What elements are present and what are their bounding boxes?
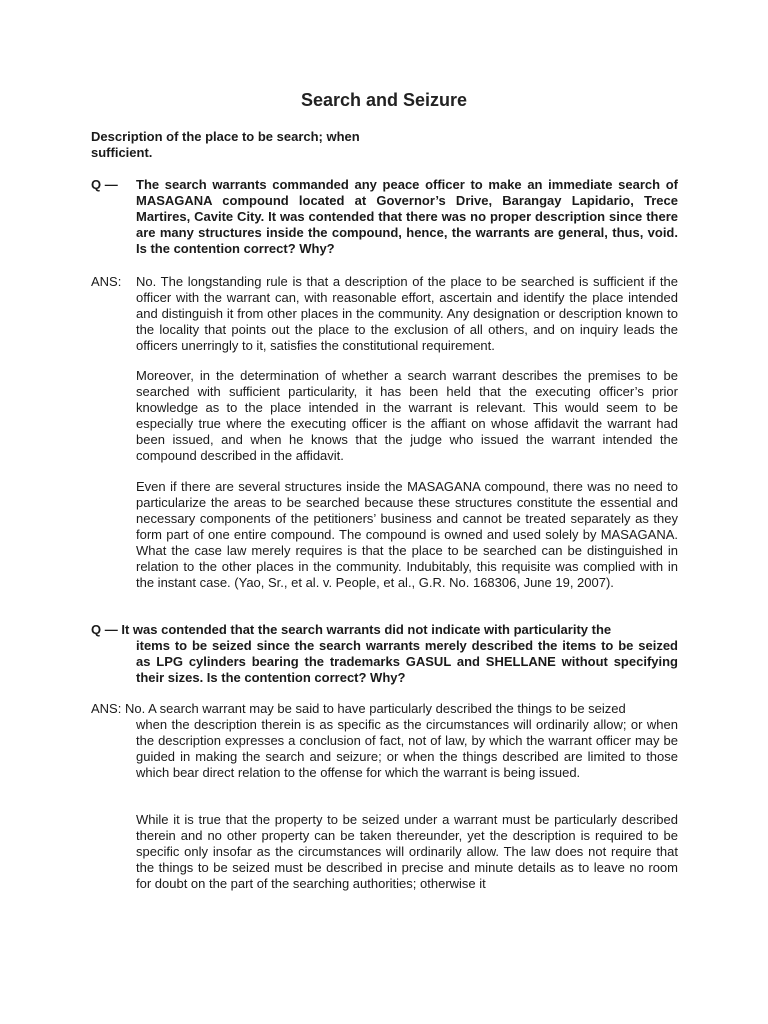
answer-2-first-line-text: No. A search warrant may be said to have particularly described the things to be seized xyxy=(124,701,626,716)
answer-label: ANS: xyxy=(91,274,122,289)
page-title: Search and Seizure xyxy=(300,90,468,110)
answer-1-paragraph-1: No. The longstanding rule is that a description of the place to be searched is sufficient if the officer with the warrant can, with reasonable effort, ascertain and identify the place intended and distinguish it from other places in the community. Any designation or description known to the locality that points out the place to the exclusion of all others, and on inquiry leads the officers unerringly to it, satisfies the constitutional requirement. xyxy=(136,274,678,353)
question-1-text: The search warrants commanded any peace officer to make an immediate search of MASAGANA compound located at Governor’s Drive, Barangay Lapidario, Trece Martires, Cavite City. It was contended that there was no proper description since there are many structures inside the compound, hence, the warrants are general, thus, void. Is the contention correct? Why? xyxy=(136,177,678,256)
answer-1-paragraph-2: Moreover, in the determination of whether a search warrant describes the premises to be searched with sufficient particularity, it has been held that the executing officer’s prior knowledge as to the place intended in the warrant is relevant. This would seem to be especially true where the executing officer is the affiant on whose affidavit the warrant had been issued, and when he knows that the judge who issued the warrant intended the compound described in the affidavit. xyxy=(136,368,678,463)
question-2-first-line-text: It was contended that the search warrants did not indicate with particularity the xyxy=(121,622,612,637)
question-label: Q — xyxy=(91,177,118,192)
question-2-text: items to be seized since the search warrants merely described the items to be seized as LPG cylinders bearing the trademarks GASUL and SHELLANE without specifying their sizes. Is the contention correct? Why? xyxy=(136,638,678,685)
answer-label: ANS: xyxy=(91,701,122,716)
answer-2-paragraph-2: While it is true that the property to be seized under a warrant must be particularly described therein and no other property can be taken thereunder, yet the description is required to be specific only insofar as the circumstances will ordinarily allow. The law does not require that the things to be seized must be described in precise and minute details as to leave no room for doubt on the part of the searching authorities; otherwise it xyxy=(136,812,678,891)
answer-2-first-line xyxy=(91,701,678,717)
question-2-first-line xyxy=(91,622,678,638)
section-subheading: Description of the place to be search; when sufficient. xyxy=(91,129,360,160)
answer-1-paragraph-3: Even if there are several structures inside the MASAGANA compound, there was no need to particularize the areas to be searched because these structures constitute the essential and necessary components of the petitioners’ business and cannot be treated separately as they form part of one entire compound. The compound is owned and used solely by MASAGANA. What the case law merely requires is that the place to be searched can be distinguished in relation to the other places in the community. Indubitably, this requisite was complied with in the instant case. (Yao, Sr., et al. v. People, et al., G.R. No. 168306, June 19, 2007). xyxy=(136,479,678,590)
question-label: Q — xyxy=(91,622,118,637)
answer-2-paragraph-1: when the description therein is as specific as the circumstances will ordinarily allow; or when the description expresses a conclusion of fact, not of law, by which the warrant officer may be guided in making the search and seizure; or when the things described are limited to those which bear direct relation to the offense for which the warrant is being issued. xyxy=(136,717,678,780)
